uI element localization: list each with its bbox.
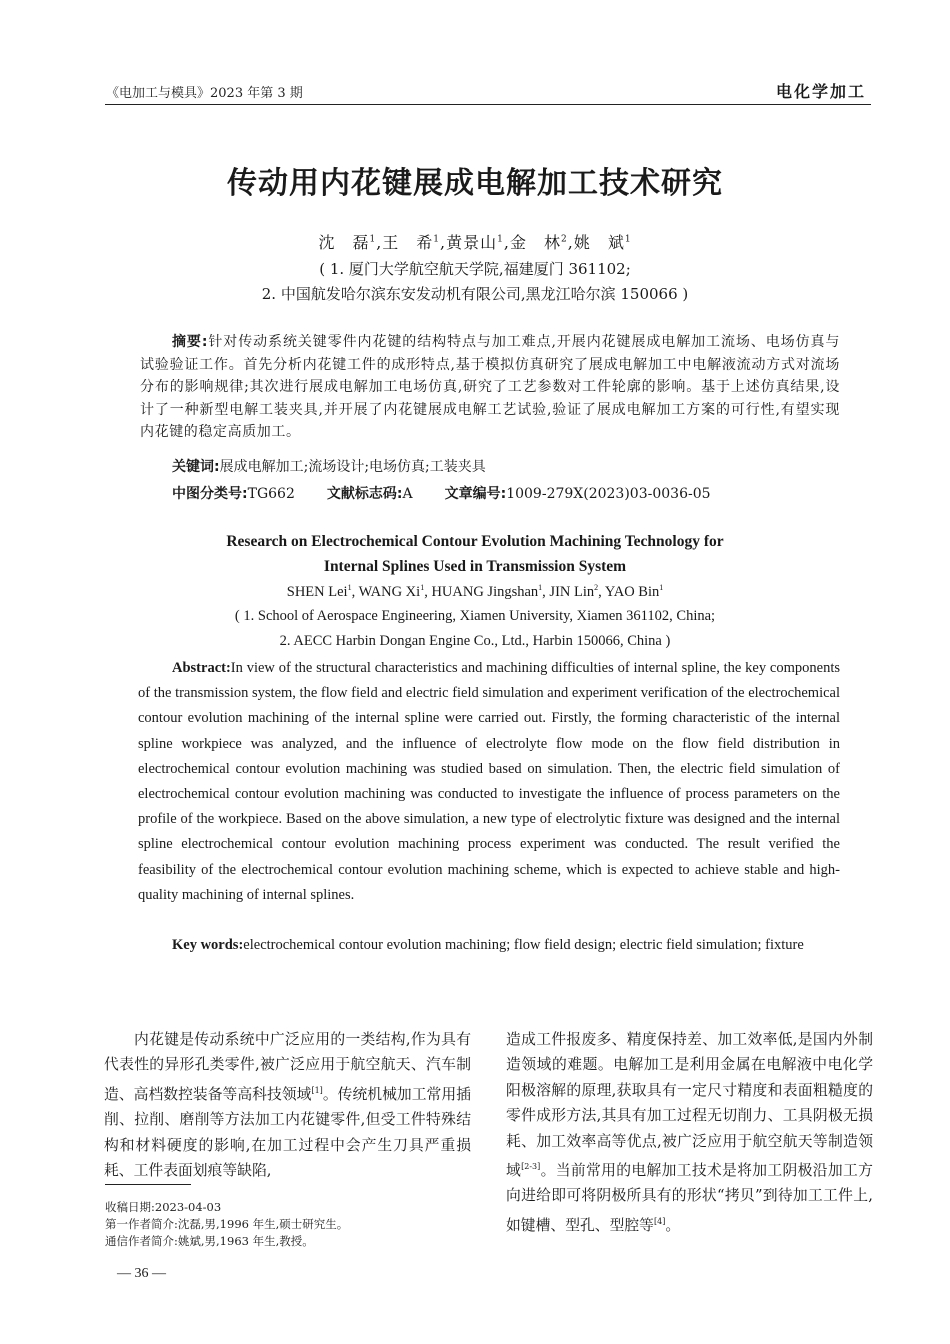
keywords-cn [172, 456, 486, 476]
article-no-value: 1009-279X(2023)03-0036-05 [506, 486, 711, 502]
body-paragraph: 内花键是传动系统中广泛应用的一类结构,作为具有代表性的异形孔类零件,被广泛应用于航空航天、汽车制造、高档数控装备等高科技领域 [104, 1031, 471, 1103]
footnote-first-author: 第一作者简介:沈磊,男,1996 年生,硕士研究生。 [105, 1217, 349, 1231]
doc-code-value: A [402, 486, 413, 502]
body-paragraph: 。 [665, 1216, 681, 1234]
abstract-cn-text: 针对传动系统关键零件内花键的结构特点与加工难点,开展内花键展成电解加工流场、电场仿真与试验验证工作。首先分析内花键工件的成形特点,基于模拟仿真研究了展成电解加工中电解液流动方式对流场分布的影响规律;其次进行展成电解加工电场仿真,研究了工艺参数对工件轮廓的影响。基于上述仿真结果,设计了一种新型电解工装夹具,并开展了内花键展成电解工艺试验,验证了展成电解加工方案的可行性,有望实现内花键的稳定高质加工。 [140, 334, 841, 440]
clc-label: 中图分类号: [172, 486, 248, 502]
body-paragraph: 造成工件报废多、精度保持差、加工效率低,是国内外制造领域的难题。电解加工是利用金属在电解液中电化学阳极溶解的原理,获取具有一定尺寸精度和表面粗糙度的零件成形方法,其具有加工过程无切削力、工具阴极无损耗、加工效率高等优点,被广泛应用于航空航天等制造领域 [506, 1031, 873, 1179]
author-name: 金 林 [509, 233, 561, 252]
author-name-en: YAO Bin [604, 583, 660, 600]
author-name: 王 希 [382, 233, 434, 252]
body-column-left [104, 1027, 471, 1183]
keywords-en [138, 933, 840, 958]
author-affil-sup: 2 [560, 234, 568, 245]
author-affil-sup: 1 [497, 234, 504, 245]
author-affil-sup: 1 [433, 234, 441, 245]
author-affil-sup: 1 [420, 583, 425, 592]
author-name-en: SHEN Lei [286, 583, 348, 600]
section-label: 电化学加工 [775, 82, 866, 101]
footnote-received-date: 收稿日期:2023-04-03 [105, 1200, 222, 1214]
author-affil-sup: 1 [347, 583, 352, 592]
author-affil-sup: 1 [659, 583, 664, 592]
journal-header: 《电加工与模具》2023 年第 3 期 [106, 86, 303, 101]
page-number: — 36 — [117, 1266, 166, 1281]
authors-cn: 沈 磊$^1$,王 希$^1$,黄景山$^1$,金 林$^2$,姚 斌$^1$ [318, 233, 632, 252]
citation-ref: [2-3] [521, 1162, 541, 1172]
keywords-cn-text: 展成电解加工;流场设计;电场仿真;工装夹具 [219, 459, 486, 475]
author-name: 姚 斌 [573, 233, 625, 252]
footnote-rule [105, 1184, 191, 1185]
clc-value: TG662 [247, 486, 295, 502]
keywords-en-text: electrochemical contour evolution machining; flow field design; electric field simulation; fixture [243, 937, 804, 953]
author-name: 黄景山 [446, 233, 498, 252]
article-no-label: 文章编号: [444, 486, 507, 502]
paper-title-en-line2: Internal Splines Used in Transmission System [323, 558, 627, 575]
authors-en: SHEN Lei$^1$, WANG Xi$^1$, HUANG Jingshan$^1$, JIN Lin$^2$, YAO Bin$^1$ [286, 583, 664, 600]
abstract-en [138, 656, 840, 908]
author-name-en: WANG Xi [358, 583, 421, 600]
paper-title: 传动用内花键展成电解加工技术研究 [227, 166, 723, 201]
affiliation-en-1: ( 1. School of Aerospace Engineering, Xiamen University, Xiamen 361102, China; [234, 608, 716, 624]
footnote-corresponding-author: 通信作者简介:姚斌,男,1963 年生,教授。 [105, 1234, 314, 1248]
keywords-cn-label: 关键词: [172, 459, 220, 475]
classification-cn [172, 483, 711, 503]
doc-code-label: 文献标志码: [326, 486, 403, 502]
author-name: 沈 磊 [318, 233, 370, 252]
affiliation-en-2: 2. AECC Harbin Dongan Engine Co., Ltd., Harbin 150066, China ) [279, 633, 671, 649]
header-rule [105, 104, 871, 105]
abstract-en-text: In view of the structural characteristics and machining difficulties of internal spline, the key components of the transmission system, the flow field and electric field simulation and experiment verification of the electrochemical contour evolution machining of the internal spline were carried out. Firstly, the forming characteristic of the internal spline workpiece was analyzed, and the influence of electrolyte flow mode on the flow field distribution in electrochemical contour evolution machining was studied based on simulation. Then, the electric field simulation of electrochemical contour evolution machining was conducted to investigate the influence of process parameters on the profile of the workpiece. Based on the above simulation, a new type of electrolytic fixture was designed and the internal spline electrochemical contour evolution machining process experiment was conducted. The result verified the feasibility of the electrochemical contour evolution machining scheme, which is expected to achieve stable and high-quality machining of internal splines. [138, 660, 840, 903]
author-name-en: HUANG Jingshan [431, 583, 539, 600]
author-affil-sup: 1 [369, 234, 377, 245]
body-column-right [506, 1027, 873, 1238]
body-paragraph: 。传统机械加工常用插削、拉削、磨削等方法加工内花键零件,但受工件特殊结构和材料硬度的影响,在加工过程中会产生刀具严重损耗、工件表面划痕等缺陷, [104, 1085, 471, 1179]
author-affil-sup: 1 [624, 234, 632, 245]
abstract-en-label: Abstract: [172, 660, 231, 676]
abstract-cn-label: 摘要: [172, 334, 209, 350]
author-affil-sup: 1 [538, 583, 543, 592]
citation-ref: [1] [311, 1085, 323, 1095]
affiliation-cn-1: ( 1. 厦门大学航空航天学院,福建厦门 361102; [319, 260, 631, 278]
body-paragraph: 。当前常用的电解加工技术是将加工阴极沿加工方向进给即可将阴极所具有的形状“拷贝”到待加工工件上,如键槽、型孔、型腔等 [506, 1161, 873, 1234]
abstract-cn [140, 331, 840, 444]
affiliation-cn-2: 2. 中国航发哈尔滨东安发动机有限公司,黑龙江哈尔滨 150066 ) [261, 285, 689, 303]
keywords-en-label: Key words: [172, 937, 244, 953]
author-affil-sup: 2 [594, 583, 599, 592]
paper-title-en-line1: Research on Electrochemical Contour Evolution Machining Technology for [226, 533, 724, 550]
citation-ref: [4] [653, 1216, 666, 1226]
author-name-en: JIN Lin [549, 583, 595, 600]
